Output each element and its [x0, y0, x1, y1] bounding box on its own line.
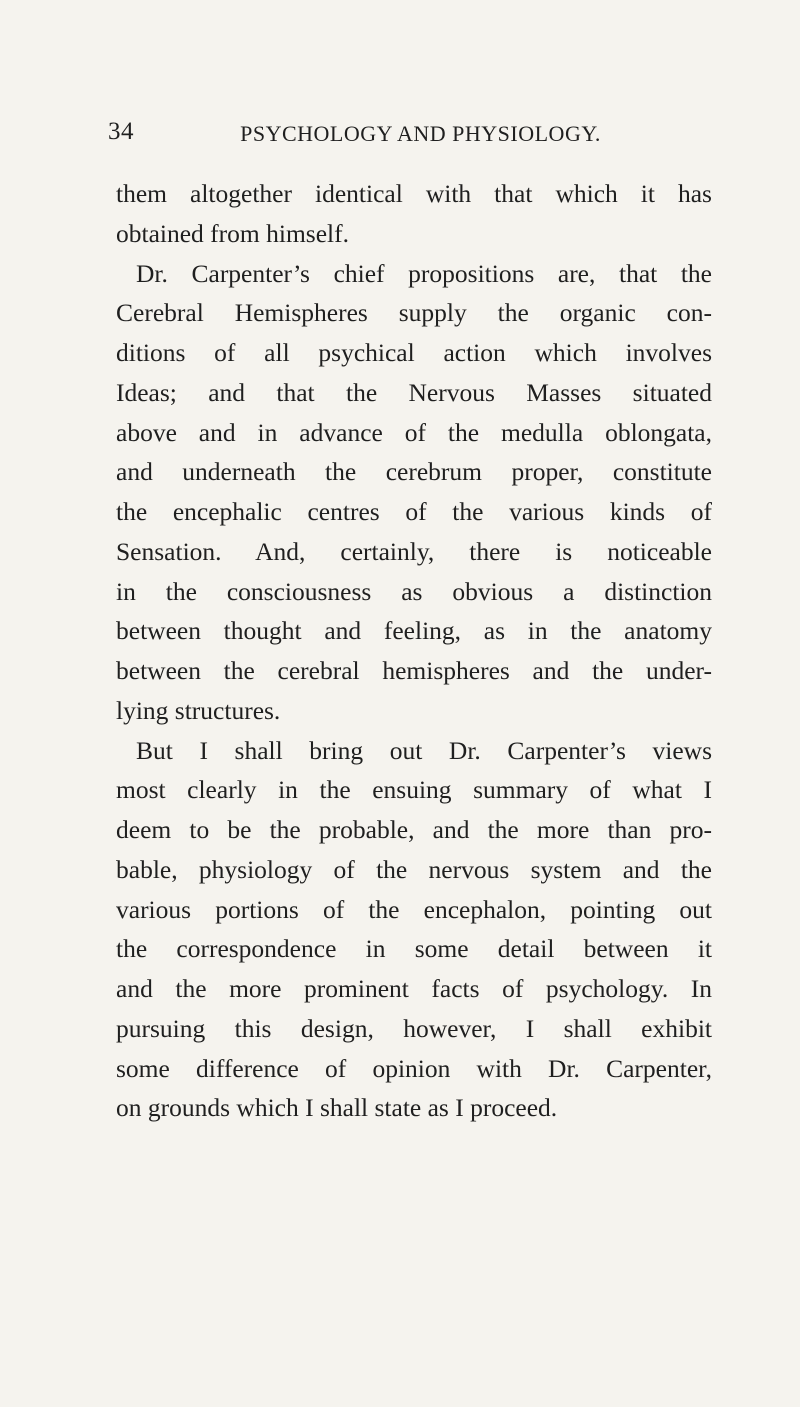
text-line: various portions of the encephalon, pointing out — [116, 894, 712, 924]
text-line: above and in advance of the medulla oblongata, — [116, 417, 712, 447]
text-line: them altogether identical with that which it has — [116, 179, 712, 208]
text-line: Cerebral Hemispheres supply the organic con- — [116, 298, 712, 328]
text-line: between the cerebral hemispheres and the under- — [116, 656, 712, 685]
running-header — [108, 118, 698, 152]
text-line: in the consciousness as obvious a distinction — [116, 576, 712, 606]
page-number: 34 — [108, 118, 134, 145]
text-line: and the more prominent facts of psychology. In — [116, 974, 712, 1003]
text-line: between thought and feeling, as in the anatomy — [116, 616, 712, 646]
text-line: But I shall bring out Dr. Carpenter’s views — [136, 735, 712, 765]
text-line: Sensation. And, certainly, there is noticeable — [116, 536, 712, 566]
text-line: obtained from himself. — [116, 218, 349, 248]
text-line: pursuing this design, however, I shall exhibit — [116, 1013, 712, 1043]
text-line: on grounds which I shall state as I proceed. — [116, 1093, 558, 1123]
text-line: the encephalic centres of the various kinds of — [116, 497, 712, 526]
text-line: Ideas; and that the Nervous Masses situated — [116, 377, 712, 407]
body-text — [116, 174, 712, 1128]
text-line: ditions of all psychical action which involves — [116, 338, 712, 367]
text-line: and underneath the cerebrum proper, constitute — [116, 457, 712, 487]
text-line: some difference of opinion with Dr. Carpenter, — [116, 1053, 712, 1083]
text-line: deem to be the probable, and the more than pro- — [116, 815, 712, 844]
text-line: Dr. Carpenter’s chief propositions are, that the — [136, 258, 712, 288]
text-line: bable, physiology of the nervous system and the — [116, 854, 712, 884]
text-line: the correspondence in some detail between it — [116, 934, 712, 964]
text-line: lying structures. — [116, 695, 281, 725]
running-title: PSYCHOLOGY AND PHYSIOLOGY. — [240, 121, 601, 146]
text-line: most clearly in the ensuing summary of what I — [116, 775, 712, 805]
